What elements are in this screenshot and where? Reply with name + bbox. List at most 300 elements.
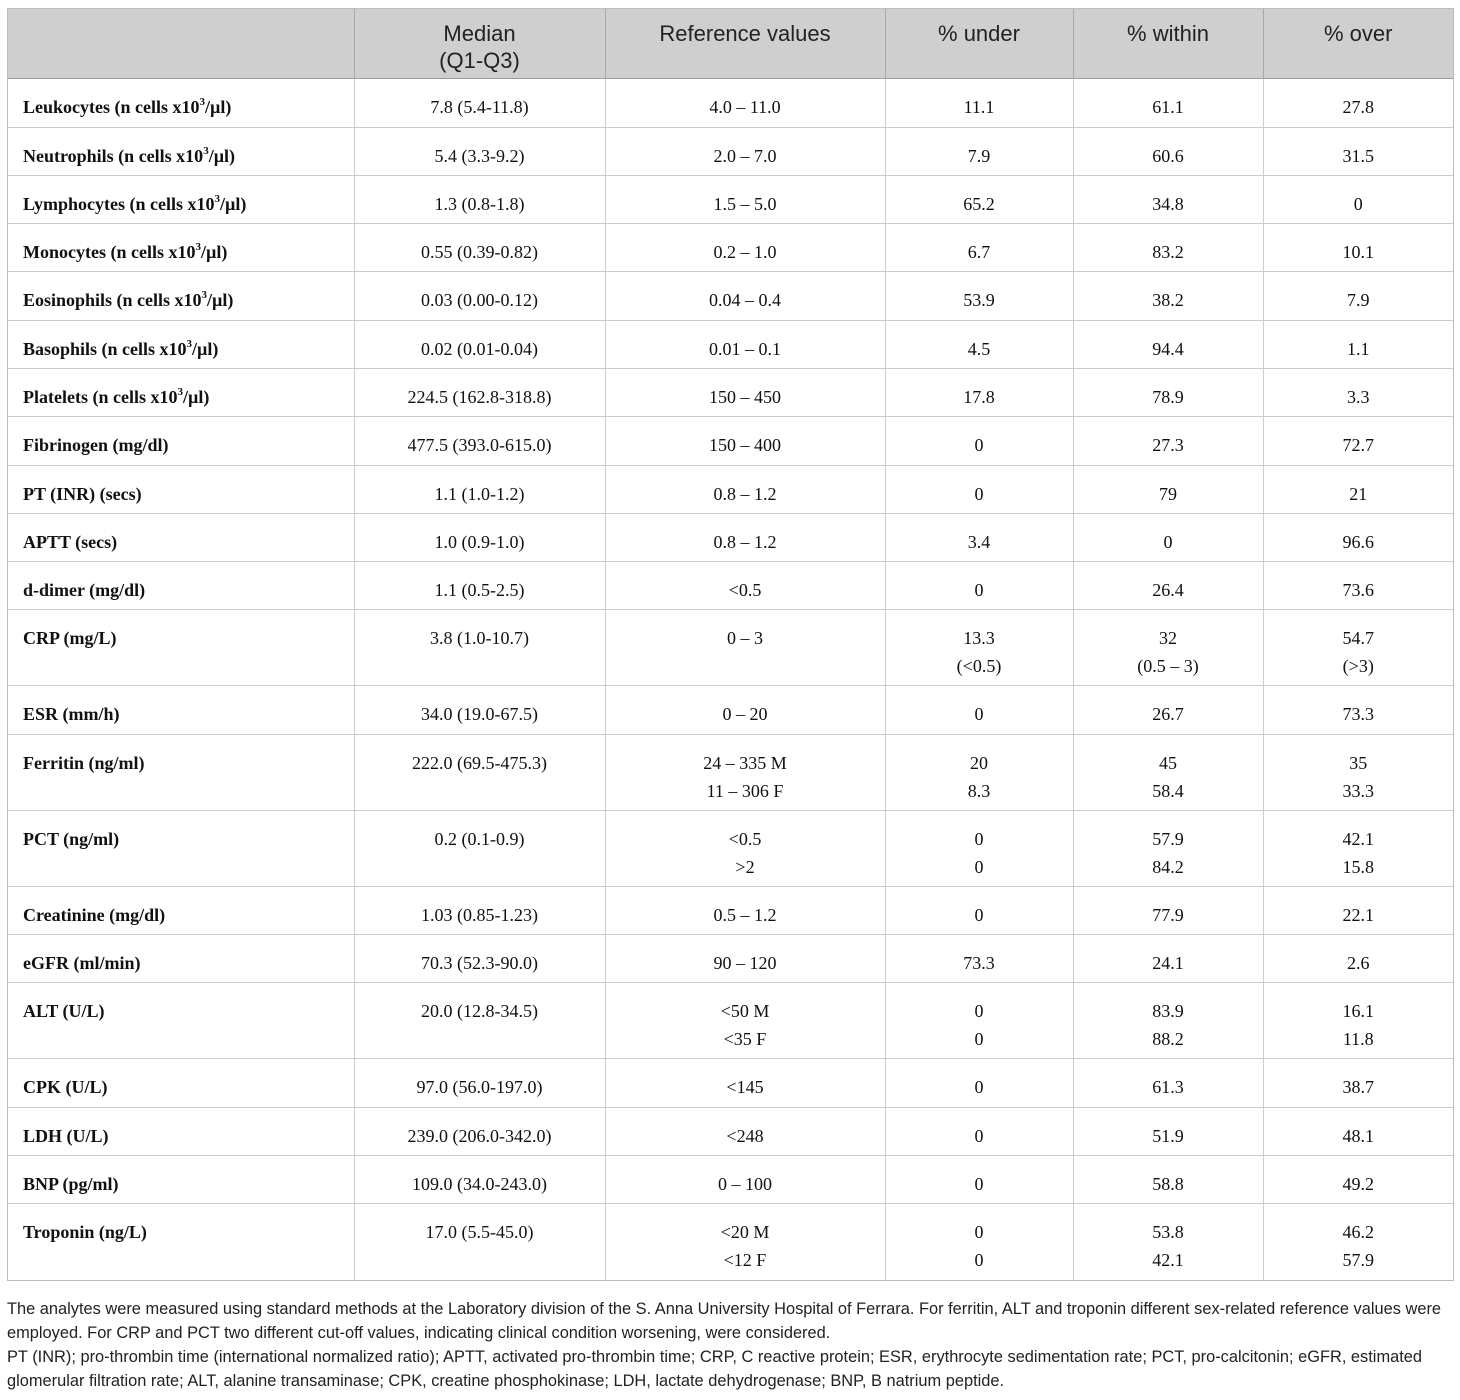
percent-over-cell	[1263, 610, 1453, 686]
percent-within-cell	[1073, 1059, 1263, 1107]
cell-value: 72.7	[1342, 435, 1374, 456]
lab-results-table	[8, 9, 1453, 1280]
percent-over-cell	[1263, 513, 1453, 561]
cell-value: (<0.5)	[956, 656, 1002, 677]
analyte-unit: /µl)	[220, 193, 247, 214]
percent-under-cell	[885, 417, 1073, 465]
reference-cell	[605, 1155, 885, 1203]
cell-value: 97.0 (56.0-197.0)	[416, 1077, 543, 1098]
analyte-superscript: 3	[186, 337, 193, 350]
header-line: Reference values	[659, 21, 831, 46]
table-row	[8, 562, 1453, 610]
cell-value: 109.0 (34.0-243.0)	[412, 1173, 547, 1194]
analyte-label: Leukocytes (n cells x10	[23, 96, 200, 117]
percent-under-cell	[885, 610, 1073, 686]
percent-under-cell	[885, 127, 1073, 175]
percent-over-cell	[1263, 417, 1453, 465]
cell-value: 79	[1159, 483, 1177, 504]
percent-under-cell	[885, 224, 1073, 272]
percent-over-cell	[1263, 272, 1453, 320]
cell-value: 0	[974, 828, 984, 849]
cell-value: 54.7	[1342, 628, 1374, 649]
percent-under-cell	[885, 1107, 1073, 1155]
table-row	[8, 513, 1453, 561]
cell-value: 34.0 (19.0-67.5)	[421, 704, 538, 725]
median-cell	[354, 1204, 605, 1280]
cell-value: 31.5	[1342, 145, 1374, 166]
cell-value: <35 F	[723, 1029, 767, 1050]
cell-value: 24 – 335 M	[703, 752, 787, 773]
cell-value: 150 – 450	[709, 386, 781, 407]
percent-under-cell	[885, 983, 1073, 1059]
cell-value: 2.0 – 7.0	[713, 145, 777, 166]
analyte-cell	[8, 513, 354, 561]
cell-value: 42.1	[1152, 1250, 1184, 1271]
cell-value: 4.5	[967, 338, 991, 359]
median-cell	[354, 224, 605, 272]
percent-over-cell	[1263, 1204, 1453, 1280]
cell-value: 7.9	[967, 145, 991, 166]
analyte-superscript: 3	[195, 241, 201, 254]
percent-within-cell	[1073, 686, 1263, 734]
analyte-label: ESR (mm/h)	[23, 704, 120, 725]
analyte-label: Fibrinogen (mg/dl)	[23, 435, 169, 456]
percent-under-cell	[885, 272, 1073, 320]
table-row	[8, 810, 1453, 886]
analyte-cell	[8, 368, 354, 416]
percent-under-cell	[885, 686, 1073, 734]
cell-value: <0.5	[728, 580, 762, 601]
cell-value: 53.8	[1152, 1222, 1184, 1243]
percent-over-cell	[1263, 562, 1453, 610]
cell-value: 1.5 – 5.0	[713, 193, 777, 214]
percent-under-cell	[885, 175, 1073, 223]
cell-value: <50 M	[720, 1001, 770, 1022]
percent-over-cell	[1263, 175, 1453, 223]
cell-value: 49.2	[1342, 1173, 1374, 1194]
cell-value: 42.1	[1342, 828, 1374, 849]
cell-value: 0 – 3	[727, 628, 763, 649]
cell-value: 27.3	[1152, 435, 1184, 456]
median-cell	[354, 610, 605, 686]
cell-value: 26.7	[1152, 704, 1184, 725]
cell-value: 7.9	[1347, 290, 1370, 311]
cell-value: 0	[974, 435, 984, 456]
analyte-label: Eosinophils (n cells x10	[23, 290, 202, 311]
analyte-label: BNP (pg/ml)	[23, 1173, 119, 1194]
analyte-superscript: 3	[214, 192, 220, 205]
table-row	[8, 1059, 1453, 1107]
median-cell	[354, 562, 605, 610]
cell-value: >2	[735, 856, 755, 877]
cell-value: 22.1	[1342, 904, 1374, 925]
reference-cell	[605, 886, 885, 934]
cell-value: 0.02 (0.01-0.04)	[421, 338, 538, 359]
cell-value: 8.3	[967, 780, 991, 801]
percent-over-cell	[1263, 224, 1453, 272]
reference-cell	[605, 1204, 885, 1280]
cell-value: <145	[726, 1077, 764, 1098]
header-analyte	[8, 9, 354, 78]
cell-value: 61.1	[1152, 96, 1184, 117]
cell-value: 73.3	[1342, 704, 1374, 725]
median-cell	[354, 886, 605, 934]
cell-value: 58.8	[1152, 1173, 1184, 1194]
cell-value: 0.03 (0.00-0.12)	[421, 290, 538, 311]
cell-value: 57.9	[1152, 828, 1184, 849]
percent-within-cell	[1073, 562, 1263, 610]
table-row	[8, 320, 1453, 368]
cell-value: 11.8	[1342, 1029, 1374, 1050]
cell-value: 34.8	[1152, 193, 1184, 214]
percent-within-cell	[1073, 1107, 1263, 1155]
table-row	[8, 224, 1453, 272]
analyte-cell	[8, 175, 354, 223]
analyte-unit: /µl)	[192, 338, 219, 359]
median-cell	[354, 78, 605, 127]
cell-value: 0.8 – 1.2	[713, 531, 777, 552]
analyte-cell	[8, 272, 354, 320]
analyte-superscript: 3	[177, 385, 183, 398]
percent-over-cell	[1263, 78, 1453, 127]
cell-value: 1.1	[1347, 338, 1370, 359]
percent-over-cell	[1263, 935, 1453, 983]
percent-over-cell	[1263, 686, 1453, 734]
cell-value: 0	[974, 483, 984, 504]
cell-value: <0.5	[728, 828, 762, 849]
analyte-cell	[8, 1107, 354, 1155]
reference-cell	[605, 935, 885, 983]
percent-within-cell	[1073, 1155, 1263, 1203]
analyte-label: PCT (ng/ml)	[23, 828, 120, 849]
percent-under-cell	[885, 1155, 1073, 1203]
cell-value: 61.3	[1152, 1077, 1184, 1098]
percent-over-cell	[1263, 127, 1453, 175]
cell-value: 10.1	[1342, 242, 1374, 263]
median-cell	[354, 983, 605, 1059]
cell-value: <12 F	[723, 1250, 767, 1271]
analyte-label: d-dimer (mg/dl)	[23, 580, 146, 601]
median-cell	[354, 734, 605, 810]
median-cell	[354, 935, 605, 983]
cell-value: 1.1 (1.0-1.2)	[434, 483, 525, 504]
percent-under-cell	[885, 810, 1073, 886]
cell-value: 88.2	[1152, 1029, 1184, 1050]
analyte-cell	[8, 983, 354, 1059]
results-table-frame	[7, 8, 1454, 1281]
reference-cell	[605, 1107, 885, 1155]
median-cell	[354, 513, 605, 561]
table-row	[8, 465, 1453, 513]
cell-value: 4.0 – 11.0	[709, 96, 781, 117]
cell-value: 0	[974, 904, 984, 925]
table-row	[8, 78, 1453, 127]
percent-within-cell	[1073, 175, 1263, 223]
analyte-label: APTT (secs)	[23, 531, 118, 552]
percent-under-cell	[885, 734, 1073, 810]
cell-value: <248	[726, 1125, 764, 1146]
analyte-label: eGFR (ml/min)	[23, 953, 141, 974]
median-cell	[354, 368, 605, 416]
footnote-abbreviations: PT (INR); pro-thrombin time (international normalized ratio); APTT, activated pro-thrombin time; CRP, C reactive protein; ESR, erythrocyte sedimentation rate; PCT, pro-calcitonin; eGFR, estimated glomerular filtration rate; ALT, alanine transaminase; CPK, creatine phosphokinase; LDH, lactate dehydrogenase; BNP, B natrium peptide.	[7, 1348, 1422, 1390]
analyte-label: CPK (U/L)	[23, 1077, 108, 1098]
reference-cell	[605, 686, 885, 734]
cell-value: 51.9	[1152, 1125, 1184, 1146]
cell-value: 0 – 100	[718, 1173, 772, 1194]
percent-within-cell	[1073, 272, 1263, 320]
analyte-superscript: 3	[203, 144, 209, 157]
cell-value: 33.3	[1342, 780, 1374, 801]
cell-value: 0.8 – 1.2	[713, 483, 777, 504]
analyte-unit: /µl)	[208, 145, 236, 166]
median-cell	[354, 417, 605, 465]
analyte-cell	[8, 886, 354, 934]
table-row	[8, 610, 1453, 686]
cell-value: 13.3	[963, 628, 995, 649]
header-line: (Q1-Q3)	[439, 48, 520, 73]
table-row	[8, 1107, 1453, 1155]
cell-value: 60.6	[1152, 145, 1184, 166]
cell-value: 1.0 (0.9-1.0)	[434, 531, 525, 552]
table-body	[8, 78, 1453, 1280]
percent-under-cell	[885, 320, 1073, 368]
analyte-unit: /µl)	[182, 386, 210, 407]
analyte-cell	[8, 417, 354, 465]
percent-over-cell	[1263, 1059, 1453, 1107]
median-cell	[354, 320, 605, 368]
reference-cell	[605, 610, 885, 686]
header-row	[8, 9, 1453, 78]
reference-cell	[605, 465, 885, 513]
cell-value: 26.4	[1152, 580, 1184, 601]
table-row	[8, 935, 1453, 983]
percent-over-cell	[1263, 886, 1453, 934]
table-row	[8, 686, 1453, 734]
analyte-label: Basophils (n cells x10	[23, 338, 187, 359]
header-median	[354, 9, 605, 78]
cell-value: 46.2	[1342, 1222, 1374, 1243]
cell-value: 83.2	[1152, 242, 1184, 263]
percent-over-cell	[1263, 465, 1453, 513]
reference-cell	[605, 983, 885, 1059]
table-header	[8, 9, 1453, 78]
cell-value: 3.3	[1347, 386, 1370, 407]
analyte-cell	[8, 320, 354, 368]
cell-value: 0.5 – 1.2	[713, 904, 777, 925]
percent-under-cell	[885, 886, 1073, 934]
cell-value: 24.1	[1152, 953, 1184, 974]
cell-value: 0	[1353, 193, 1363, 214]
header-line: Median	[443, 21, 516, 46]
percent-within-cell	[1073, 465, 1263, 513]
percent-under-cell	[885, 465, 1073, 513]
cell-value: 3.4	[967, 531, 991, 552]
cell-value: 239.0 (206.0-342.0)	[407, 1125, 552, 1146]
table-footnotes	[7, 1297, 1455, 1393]
cell-value: 0	[974, 580, 984, 601]
cell-value: 45	[1159, 752, 1177, 773]
cell-value: 0	[1163, 531, 1173, 552]
reference-cell	[605, 368, 885, 416]
reference-cell	[605, 224, 885, 272]
analyte-label: Troponin (ng/L)	[23, 1222, 147, 1243]
analyte-label: ALT (U/L)	[23, 1001, 105, 1022]
percent-within-cell	[1073, 224, 1263, 272]
analyte-cell	[8, 1204, 354, 1280]
table-row	[8, 417, 1453, 465]
analyte-cell	[8, 127, 354, 175]
percent-over-cell	[1263, 734, 1453, 810]
percent-within-cell	[1073, 320, 1263, 368]
analyte-cell	[8, 465, 354, 513]
percent-within-cell	[1073, 610, 1263, 686]
cell-value: 222.0 (69.5-475.3)	[412, 752, 547, 773]
header-percent-over	[1263, 9, 1453, 78]
table-row	[8, 983, 1453, 1059]
cell-value: 1.3 (0.8-1.8)	[434, 193, 525, 214]
median-cell	[354, 1155, 605, 1203]
cell-value: 224.5 (162.8-318.8)	[407, 386, 552, 407]
median-cell	[354, 127, 605, 175]
analyte-cell	[8, 810, 354, 886]
cell-value: 17.8	[963, 386, 995, 407]
header-reference-values	[605, 9, 885, 78]
analyte-label: LDH (U/L)	[23, 1125, 109, 1146]
analyte-unit: /µl)	[207, 290, 234, 311]
header-line: % under	[938, 21, 1020, 46]
table-row	[8, 272, 1453, 320]
table-row	[8, 886, 1453, 934]
percent-within-cell	[1073, 983, 1263, 1059]
cell-value: 78.9	[1152, 386, 1184, 407]
percent-under-cell	[885, 513, 1073, 561]
cell-value: 0	[974, 1029, 984, 1050]
cell-value: 38.7	[1342, 1077, 1374, 1098]
cell-value: 11 – 306 F	[706, 780, 784, 801]
cell-value: 83.9	[1152, 1001, 1184, 1022]
table-row	[8, 175, 1453, 223]
cell-value: 90 – 120	[713, 953, 777, 974]
cell-value: (>3)	[1342, 656, 1374, 677]
reference-cell	[605, 417, 885, 465]
cell-value: 20.0 (12.8-34.5)	[421, 1001, 538, 1022]
median-cell	[354, 810, 605, 886]
cell-value: 11.1	[963, 96, 995, 117]
analyte-label: Monocytes (n cells x10	[23, 242, 196, 263]
reference-cell	[605, 272, 885, 320]
cell-value: 84.2	[1152, 856, 1184, 877]
cell-value: 5.4 (3.3-9.2)	[434, 145, 525, 166]
cell-value: (0.5 – 3)	[1137, 656, 1199, 677]
analyte-cell	[8, 78, 354, 127]
analyte-label: Neutrophils (n cells x10	[23, 145, 204, 166]
percent-over-cell	[1263, 983, 1453, 1059]
analyte-cell	[8, 1059, 354, 1107]
reference-cell	[605, 78, 885, 127]
percent-within-cell	[1073, 78, 1263, 127]
cell-value: 57.9	[1342, 1250, 1374, 1271]
header-line: % over	[1324, 21, 1393, 46]
cell-value: 0.55 (0.39-0.82)	[421, 242, 538, 263]
median-cell	[354, 1059, 605, 1107]
cell-value: 0	[974, 1077, 984, 1098]
cell-value: 38.2	[1152, 290, 1184, 311]
percent-under-cell	[885, 562, 1073, 610]
analyte-cell	[8, 686, 354, 734]
percent-within-cell	[1073, 513, 1263, 561]
analyte-superscript: 3	[201, 289, 208, 302]
percent-under-cell	[885, 1204, 1073, 1280]
cell-value: 0.2 (0.1-0.9)	[434, 828, 525, 849]
analyte-cell	[8, 224, 354, 272]
analyte-superscript: 3	[199, 95, 205, 108]
cell-value: 96.6	[1342, 531, 1374, 552]
cell-value: 21	[1349, 483, 1368, 504]
cell-value: 0.01 – 0.1	[709, 338, 781, 359]
cell-value: 70.3 (52.3-90.0)	[421, 953, 538, 974]
analyte-label: Ferritin (ng/ml)	[23, 752, 145, 773]
cell-value: 15.8	[1342, 856, 1374, 877]
cell-value: 7.8 (5.4-11.8)	[430, 96, 529, 117]
percent-over-cell	[1263, 810, 1453, 886]
cell-value: <20 M	[720, 1222, 770, 1243]
cell-value: 16.1	[1342, 1001, 1374, 1022]
cell-value: 27.8	[1342, 96, 1374, 117]
cell-value: 1.03 (0.85-1.23)	[421, 904, 538, 925]
analyte-cell	[8, 1155, 354, 1203]
analyte-cell	[8, 734, 354, 810]
percent-over-cell	[1263, 1107, 1453, 1155]
percent-under-cell	[885, 368, 1073, 416]
header-percent-within	[1073, 9, 1263, 78]
analyte-cell	[8, 562, 354, 610]
percent-over-cell	[1263, 368, 1453, 416]
cell-value: 65.2	[963, 193, 995, 214]
median-cell	[354, 1107, 605, 1155]
percent-under-cell	[885, 1059, 1073, 1107]
cell-value: 150 – 400	[709, 435, 781, 456]
median-cell	[354, 465, 605, 513]
analyte-label: CRP (mg/L)	[23, 628, 117, 649]
percent-over-cell	[1263, 1155, 1453, 1203]
reference-cell	[605, 127, 885, 175]
analyte-label: Lymphocytes (n cells x10	[23, 193, 215, 214]
cell-value: 17.0 (5.5-45.0)	[425, 1222, 534, 1243]
cell-value: 94.4	[1152, 338, 1184, 359]
cell-value: 77.9	[1152, 904, 1184, 925]
percent-within-cell	[1073, 1204, 1263, 1280]
cell-value: 53.9	[963, 290, 995, 311]
reference-cell	[605, 810, 885, 886]
cell-value: 0	[974, 1250, 984, 1271]
analyte-unit: /µl)	[200, 242, 228, 263]
reference-cell	[605, 1059, 885, 1107]
cell-value: 0	[974, 704, 984, 725]
analyte-label: PT (INR) (secs)	[23, 483, 142, 504]
reference-cell	[605, 734, 885, 810]
analyte-label: Platelets (n cells x10	[23, 386, 178, 407]
median-cell	[354, 686, 605, 734]
reference-cell	[605, 320, 885, 368]
cell-value: 477.5 (393.0-615.0)	[407, 435, 552, 456]
cell-value: 32	[1159, 628, 1177, 649]
reference-cell	[605, 175, 885, 223]
median-cell	[354, 272, 605, 320]
percent-within-cell	[1073, 417, 1263, 465]
reference-cell	[605, 562, 885, 610]
percent-under-cell	[885, 78, 1073, 127]
analyte-cell	[8, 610, 354, 686]
